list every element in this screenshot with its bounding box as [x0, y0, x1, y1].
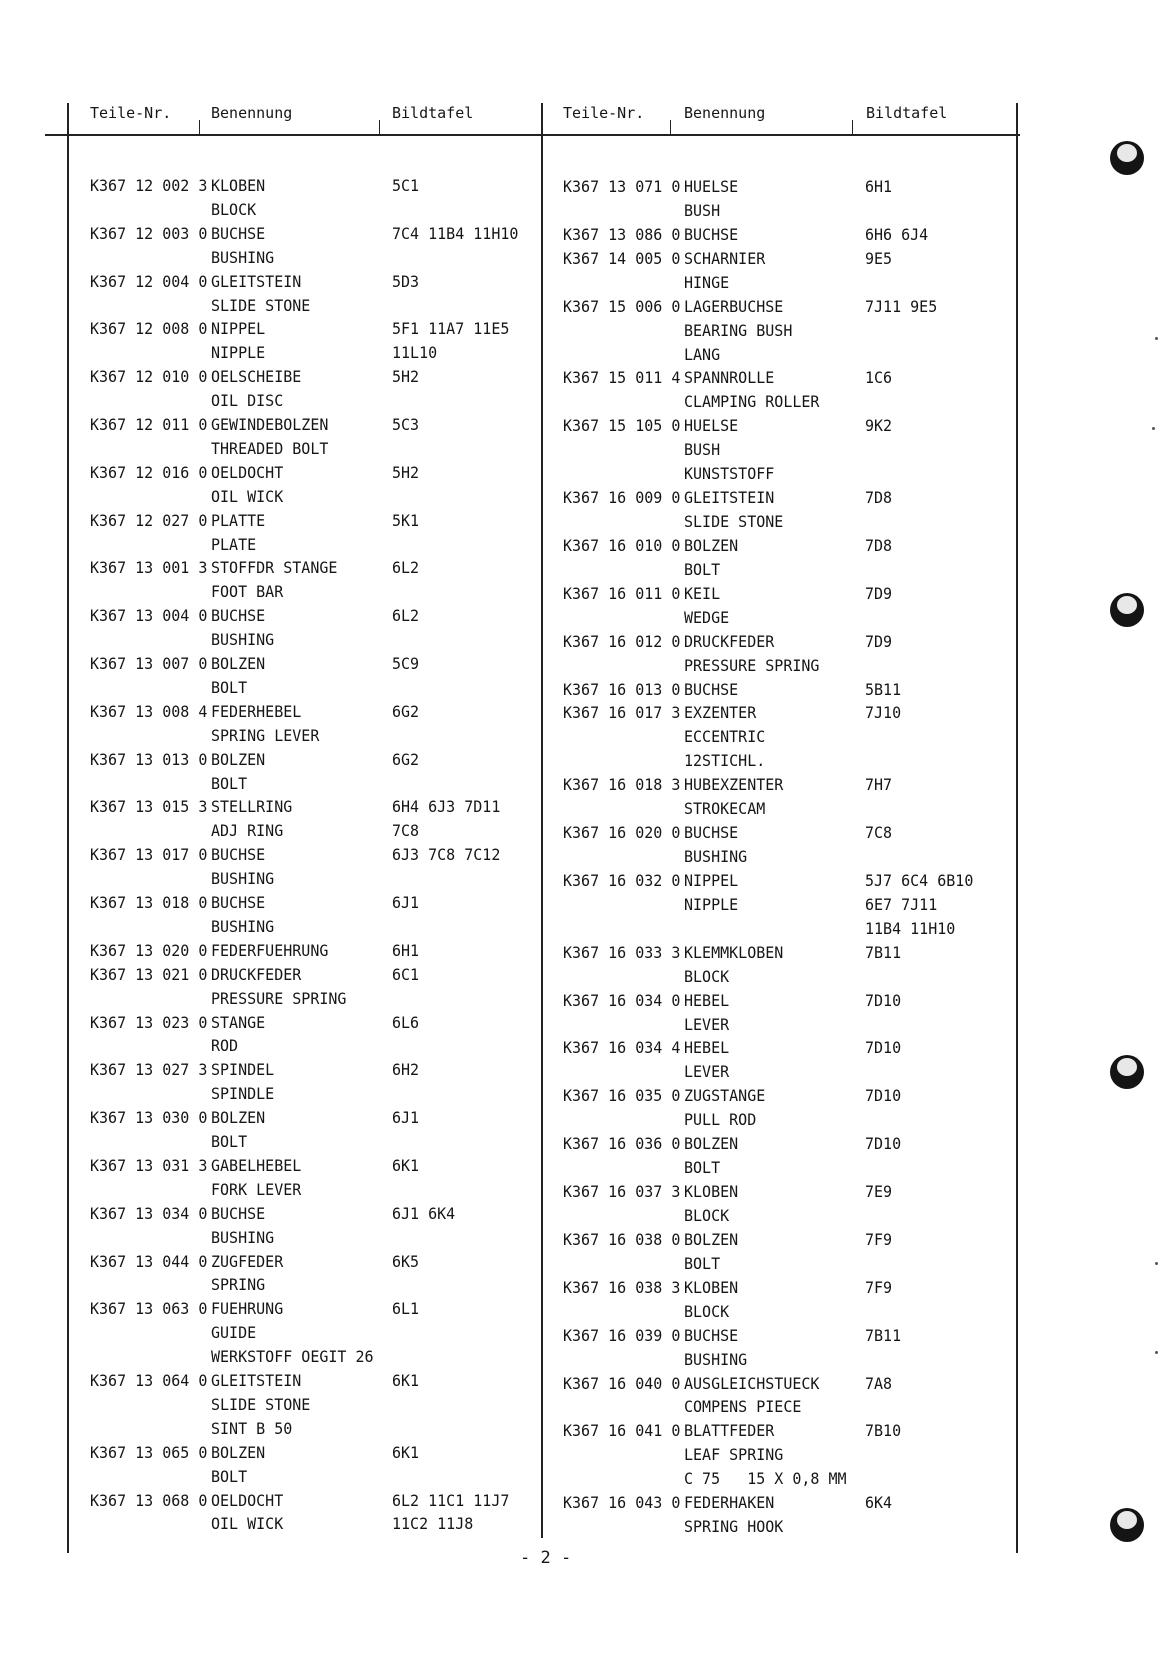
part-number: K367 16 013 0: [563, 679, 681, 699]
plate-ref: 6L1: [392, 1299, 420, 1319]
part-number: K367 13 068 0: [90, 1490, 208, 1510]
plate-ref: 6J1 6K4: [392, 1203, 456, 1223]
part-number: K367 13 004 0: [90, 606, 208, 626]
plate-ref: 6K1: [392, 1155, 420, 1175]
part-number: K367 13 008 4: [90, 701, 208, 721]
part-name: SLIDE STONE: [211, 1394, 311, 1414]
part-name: SPANNROLLE: [684, 368, 775, 388]
header-right-partno: Teile-Nr.: [563, 104, 645, 122]
part-name: BOLT: [211, 677, 248, 697]
part-name: CLAMPING ROLLER: [684, 392, 820, 412]
part-name: FEDERFUEHRUNG: [211, 940, 329, 960]
header-tick: [199, 120, 200, 134]
part-number: K367 16 033 3: [563, 942, 681, 962]
part-number: K367 12 010 0: [90, 367, 208, 387]
part-name: KEIL: [684, 583, 721, 603]
part-number: K367 14 005 0: [563, 248, 681, 268]
part-name: FUEHRUNG: [211, 1299, 284, 1319]
part-name: KLOBEN: [211, 176, 266, 196]
plate-ref: 7E9: [865, 1182, 893, 1202]
part-name: LANG: [684, 344, 721, 364]
plate-ref: 9K2: [865, 416, 893, 436]
punch-hole-icon: [1108, 1053, 1146, 1091]
part-number: K367 16 040 0: [563, 1373, 681, 1393]
center-divider-line: [541, 103, 543, 1538]
plate-ref: 6H1: [392, 940, 420, 960]
plate-ref: 5C1: [392, 176, 420, 196]
plate-ref: 7C4 11B4 11H10: [392, 223, 519, 243]
part-number: K367 16 032 0: [563, 870, 681, 891]
part-number: K367 16 020 0: [563, 823, 681, 843]
part-name: WERKSTOFF OEGIT 26: [211, 1347, 374, 1367]
part-number: K367 13 001 3: [90, 558, 208, 578]
part-name: BOLT: [684, 559, 721, 579]
part-name: FEDERHEBEL: [211, 701, 302, 721]
plate-ref: 5J7 6C4 6B10: [865, 870, 974, 891]
part-name: BOLZEN: [211, 1108, 266, 1128]
part-name: SCHARNIER: [684, 248, 766, 268]
plate-ref: 7F9: [865, 1229, 893, 1249]
plate-ref: 7D9: [865, 583, 893, 603]
plate-ref: 6L2: [392, 606, 420, 626]
part-name: BUSHING: [211, 630, 275, 650]
part-number: K367 16 034 0: [563, 990, 681, 1010]
part-name: LAGERBUCHSE: [684, 296, 784, 316]
part-number: K367 16 018 3: [563, 775, 681, 795]
part-name: BOLT: [211, 1466, 248, 1486]
plate-ref: 6H1: [865, 177, 893, 197]
part-name: BUSHING: [211, 916, 275, 936]
plate-ref: 6G2: [392, 749, 420, 769]
plate-ref: 5B11: [865, 679, 902, 699]
plate-ref: 7D10: [865, 1134, 902, 1154]
part-name: LEVER: [684, 1014, 730, 1034]
part-name: SPRING LEVER: [211, 725, 320, 745]
part-name: LEAF SPRING: [684, 1445, 784, 1465]
part-number: K367 12 008 0: [90, 319, 208, 339]
part-name: BUCHSE: [211, 1203, 266, 1223]
punch-hole-icon: [1108, 591, 1146, 629]
right-border-line: [1016, 103, 1018, 1553]
plate-ref: 7H7: [865, 775, 893, 795]
plate-ref: 6K5: [392, 1251, 420, 1271]
header-left-name: Benennung: [211, 104, 293, 122]
part-name: STOFFDR STANGE: [211, 558, 338, 578]
part-name: BUSHING: [684, 1349, 748, 1369]
plate-ref: 7D8: [865, 488, 893, 508]
part-name: BOLT: [211, 1132, 248, 1152]
part-name: GLEITSTEIN: [211, 271, 302, 291]
part-number: K367 16 034 4: [563, 1038, 681, 1058]
part-name: FOOT BAR: [211, 582, 284, 602]
part-name: BOLT: [211, 773, 248, 793]
plate-ref: 6K4: [865, 1493, 893, 1513]
part-number: K367 12 004 0: [90, 271, 208, 291]
part-name: STANGE: [211, 1012, 266, 1032]
plate-ref: 6K1: [392, 1442, 420, 1462]
part-number: K367 13 018 0: [90, 893, 208, 913]
part-name: NIPPEL: [684, 870, 739, 891]
part-number: K367 15 011 4: [563, 368, 681, 388]
part-number: K367 16 036 0: [563, 1134, 681, 1154]
part-number: K367 13 034 0: [90, 1203, 208, 1223]
part-name: SINT B 50: [211, 1418, 293, 1438]
part-name: OELSCHEIBE: [211, 367, 302, 387]
plate-ref: 11B4 11H10: [865, 918, 956, 938]
part-number: K367 16 039 0: [563, 1325, 681, 1345]
plate-ref: 9E5: [865, 248, 893, 268]
part-number: K367 13 015 3: [90, 797, 208, 817]
punch-hole-icon: [1108, 1506, 1146, 1544]
part-name: BEARING BUSH: [684, 320, 793, 340]
part-name: HUELSE: [684, 416, 739, 436]
part-number: K367 13 044 0: [90, 1251, 208, 1271]
part-name: SPRING: [211, 1275, 266, 1295]
part-name: ZUGFEDER: [211, 1251, 284, 1271]
part-number: K367 16 035 0: [563, 1086, 681, 1106]
part-name: STROKECAM: [684, 799, 766, 819]
plate-ref: 1C6: [865, 368, 893, 388]
part-name: NIPPEL: [211, 319, 266, 339]
plate-ref: 7D10: [865, 1086, 902, 1106]
part-name: BUSH: [684, 440, 721, 460]
plate-ref: 6L2: [392, 558, 420, 578]
left-border-line: [67, 103, 69, 1553]
part-number: K367 13 071 0: [563, 177, 681, 197]
plate-ref: 6J3 7C8 7C12: [392, 845, 501, 865]
part-name: STELLRING: [211, 797, 293, 817]
part-name: BUSHING: [684, 847, 748, 867]
plate-ref: 7C8: [865, 823, 893, 843]
part-number: K367 16 012 0: [563, 631, 681, 651]
plate-ref: 7D10: [865, 990, 902, 1010]
part-number: K367 12 016 0: [90, 462, 208, 482]
part-number: K367 13 027 3: [90, 1060, 208, 1080]
plate-ref: 5C3: [392, 415, 420, 435]
scan-speck: [1155, 337, 1158, 340]
plate-ref: 7F9: [865, 1277, 893, 1297]
part-name: PULL ROD: [684, 1110, 757, 1130]
part-name: BUCHSE: [211, 606, 266, 626]
part-name: BOLZEN: [684, 1229, 739, 1249]
part-name: BOLZEN: [211, 749, 266, 769]
header-tick: [670, 120, 671, 134]
header-right-name: Benennung: [684, 104, 766, 122]
part-name: SPINDEL: [211, 1060, 275, 1080]
scan-speck: [1155, 1262, 1158, 1265]
plate-ref: 5H2: [392, 462, 420, 482]
part-name: GEWINDEBOLZEN: [211, 415, 329, 435]
scan-speck: [1155, 1351, 1158, 1354]
scan-speck: [1152, 427, 1155, 430]
part-name: BUSHING: [211, 247, 275, 267]
plate-ref: 6H4 6J3 7D11: [392, 797, 501, 817]
part-name: COMPENS PIECE: [684, 1397, 802, 1417]
part-name: 12STICHL.: [684, 751, 766, 771]
part-number: K367 13 086 0: [563, 224, 681, 244]
part-number: K367 13 007 0: [90, 654, 208, 674]
plate-ref: 7J11 9E5: [865, 296, 938, 316]
part-name: PLATE: [211, 534, 257, 554]
plate-ref: 5K1: [392, 510, 420, 530]
part-number: K367 13 021 0: [90, 964, 208, 984]
plate-ref: 7D8: [865, 535, 893, 556]
part-name: BUCHSE: [211, 845, 266, 865]
part-name: OIL WICK: [211, 486, 284, 506]
header-right-plate: Bildtafel: [866, 104, 948, 122]
part-name: BLOCK: [684, 1205, 730, 1226]
part-name: BUSHING: [211, 1227, 275, 1247]
plate-ref: 5C9: [392, 654, 420, 674]
part-number: K367 13 017 0: [90, 845, 208, 865]
part-number: K367 13 064 0: [90, 1371, 208, 1391]
plate-ref: 6H2: [392, 1060, 420, 1080]
part-number: K367 15 105 0: [563, 416, 681, 436]
part-number: K367 16 037 3: [563, 1182, 681, 1202]
header-tick: [852, 120, 853, 134]
plate-ref: 7A8: [865, 1373, 893, 1393]
part-name: GLEITSTEIN: [211, 1371, 302, 1391]
plate-ref: 11C2 11J8: [392, 1514, 474, 1534]
part-number: K367 16 041 0: [563, 1421, 681, 1441]
plate-ref: 6K1: [392, 1371, 420, 1391]
plate-ref: 7C8: [392, 821, 420, 841]
plate-ref: 5H2: [392, 367, 420, 387]
part-name: OIL DISC: [211, 391, 284, 411]
plate-ref: 7B11: [865, 1325, 902, 1345]
header-left-plate: Bildtafel: [392, 104, 474, 122]
part-name: BOLZEN: [684, 1134, 739, 1154]
part-name: BUCHSE: [211, 223, 266, 243]
part-number: K367 13 063 0: [90, 1299, 208, 1319]
part-name: SLIDE STONE: [211, 295, 311, 315]
punch-hole-icon: [1108, 139, 1146, 177]
part-name: BUCHSE: [684, 1325, 739, 1345]
part-name: BUCHSE: [211, 893, 266, 913]
part-number: K367 12 027 0: [90, 510, 208, 530]
part-number: K367 16 010 0: [563, 535, 681, 556]
plate-ref: 6C1: [392, 964, 420, 984]
part-number: K367 15 006 0: [563, 296, 681, 316]
part-name: BOLT: [684, 1253, 721, 1273]
header-rule: [45, 134, 1020, 136]
plate-ref: 7D9: [865, 631, 893, 651]
part-number: K367 16 038 3: [563, 1277, 681, 1297]
part-name: PRESSURE SPRING: [684, 655, 820, 675]
part-name: SPRING HOOK: [684, 1517, 784, 1537]
part-name: HEBEL: [684, 990, 730, 1010]
part-name: BLATTFEDER: [684, 1421, 775, 1441]
part-name: HUBEXZENTER: [684, 775, 784, 795]
part-name: OELDOCHT: [211, 1490, 284, 1510]
part-name: NIPPLE: [684, 894, 739, 914]
part-name: ADJ RING: [211, 821, 284, 841]
part-number: K367 16 043 0: [563, 1493, 681, 1513]
header-left-partno: Teile-Nr.: [90, 104, 172, 122]
part-name: BUCHSE: [684, 679, 739, 699]
part-name: WEDGE: [684, 607, 730, 627]
plate-ref: 7J10: [865, 703, 902, 723]
part-name: SPINDLE: [211, 1084, 275, 1104]
part-name: HEBEL: [684, 1038, 730, 1058]
part-name: ECCENTRIC: [684, 727, 766, 747]
plate-ref: 6H6 6J4: [865, 224, 929, 244]
part-name: EXZENTER: [684, 703, 757, 723]
part-name: BUSH: [684, 200, 721, 221]
part-name: KLEMMKLOBEN: [684, 942, 784, 962]
part-name: BUCHSE: [684, 823, 739, 843]
part-number: K367 12 002 3: [90, 176, 208, 196]
plate-ref: 11L10: [392, 343, 438, 363]
part-name: NIPPLE: [211, 343, 266, 363]
part-name: KUNSTSTOFF: [684, 464, 775, 484]
part-number: K367 16 009 0: [563, 488, 681, 508]
page-number: - 2 -: [520, 1548, 572, 1568]
part-name: GLEITSTEIN: [684, 488, 775, 508]
part-number: K367 16 038 0: [563, 1229, 681, 1249]
part-number: K367 13 065 0: [90, 1442, 208, 1462]
plate-ref: 6E7 7J11: [865, 894, 938, 914]
plate-ref: 7B11: [865, 942, 902, 962]
part-name: ROD: [211, 1036, 239, 1056]
plate-ref: 6L2 11C1 11J7: [392, 1490, 510, 1510]
part-name: BOLZEN: [684, 535, 739, 556]
part-number: K367 12 011 0: [90, 415, 208, 435]
plate-ref: 5D3: [392, 271, 420, 291]
part-name: ZUGSTANGE: [684, 1086, 766, 1106]
part-name: BLOCK: [684, 966, 730, 986]
header-tick: [379, 120, 380, 134]
part-name: KLOBEN: [684, 1182, 739, 1202]
part-name: OELDOCHT: [211, 462, 284, 482]
part-name: BUSHING: [211, 869, 275, 889]
part-number: K367 16 011 0: [563, 583, 681, 603]
part-name: FEDERHAKEN: [684, 1493, 775, 1513]
part-name: C 75 15 X 0,8 MM: [684, 1469, 847, 1489]
part-name: FORK LEVER: [211, 1179, 302, 1199]
part-number: K367 13 023 0: [90, 1012, 208, 1032]
part-name: BOLZEN: [211, 654, 266, 674]
part-name: BUCHSE: [684, 224, 739, 244]
part-name: PLATTE: [211, 510, 266, 530]
plate-ref: 6L6: [392, 1012, 420, 1032]
part-name: SLIDE STONE: [684, 512, 784, 532]
plate-ref: 6J1: [392, 893, 420, 913]
part-name: DRUCKFEDER: [211, 964, 302, 984]
part-name: BLOCK: [211, 199, 257, 219]
part-name: GABELHEBEL: [211, 1155, 302, 1175]
part-name: BOLT: [684, 1158, 721, 1178]
plate-ref: 6J1: [392, 1108, 420, 1128]
part-name: DRUCKFEDER: [684, 631, 775, 651]
plate-ref: 7D10: [865, 1038, 902, 1058]
part-number: K367 13 031 3: [90, 1155, 208, 1175]
part-name: BLOCK: [684, 1301, 730, 1321]
part-number: K367 13 030 0: [90, 1108, 208, 1128]
part-name: HINGE: [684, 272, 730, 292]
part-name: KLOBEN: [684, 1277, 739, 1297]
part-number: K367 16 017 3: [563, 703, 681, 723]
part-name: LEVER: [684, 1062, 730, 1082]
part-number: K367 13 020 0: [90, 940, 208, 960]
part-number: K367 13 013 0: [90, 749, 208, 769]
plate-ref: 7B10: [865, 1421, 902, 1441]
part-name: BOLZEN: [211, 1442, 266, 1462]
plate-ref: 5F1 11A7 11E5: [392, 319, 510, 339]
part-name: AUSGLEICHSTUECK: [684, 1373, 820, 1393]
part-name: OIL WICK: [211, 1514, 284, 1534]
plate-ref: 6G2: [392, 701, 420, 721]
part-name: PRESSURE SPRING: [211, 988, 347, 1008]
part-number: K367 12 003 0: [90, 223, 208, 243]
part-name: HUELSE: [684, 177, 739, 197]
part-name: GUIDE: [211, 1323, 257, 1343]
part-name: THREADED BOLT: [211, 438, 329, 458]
